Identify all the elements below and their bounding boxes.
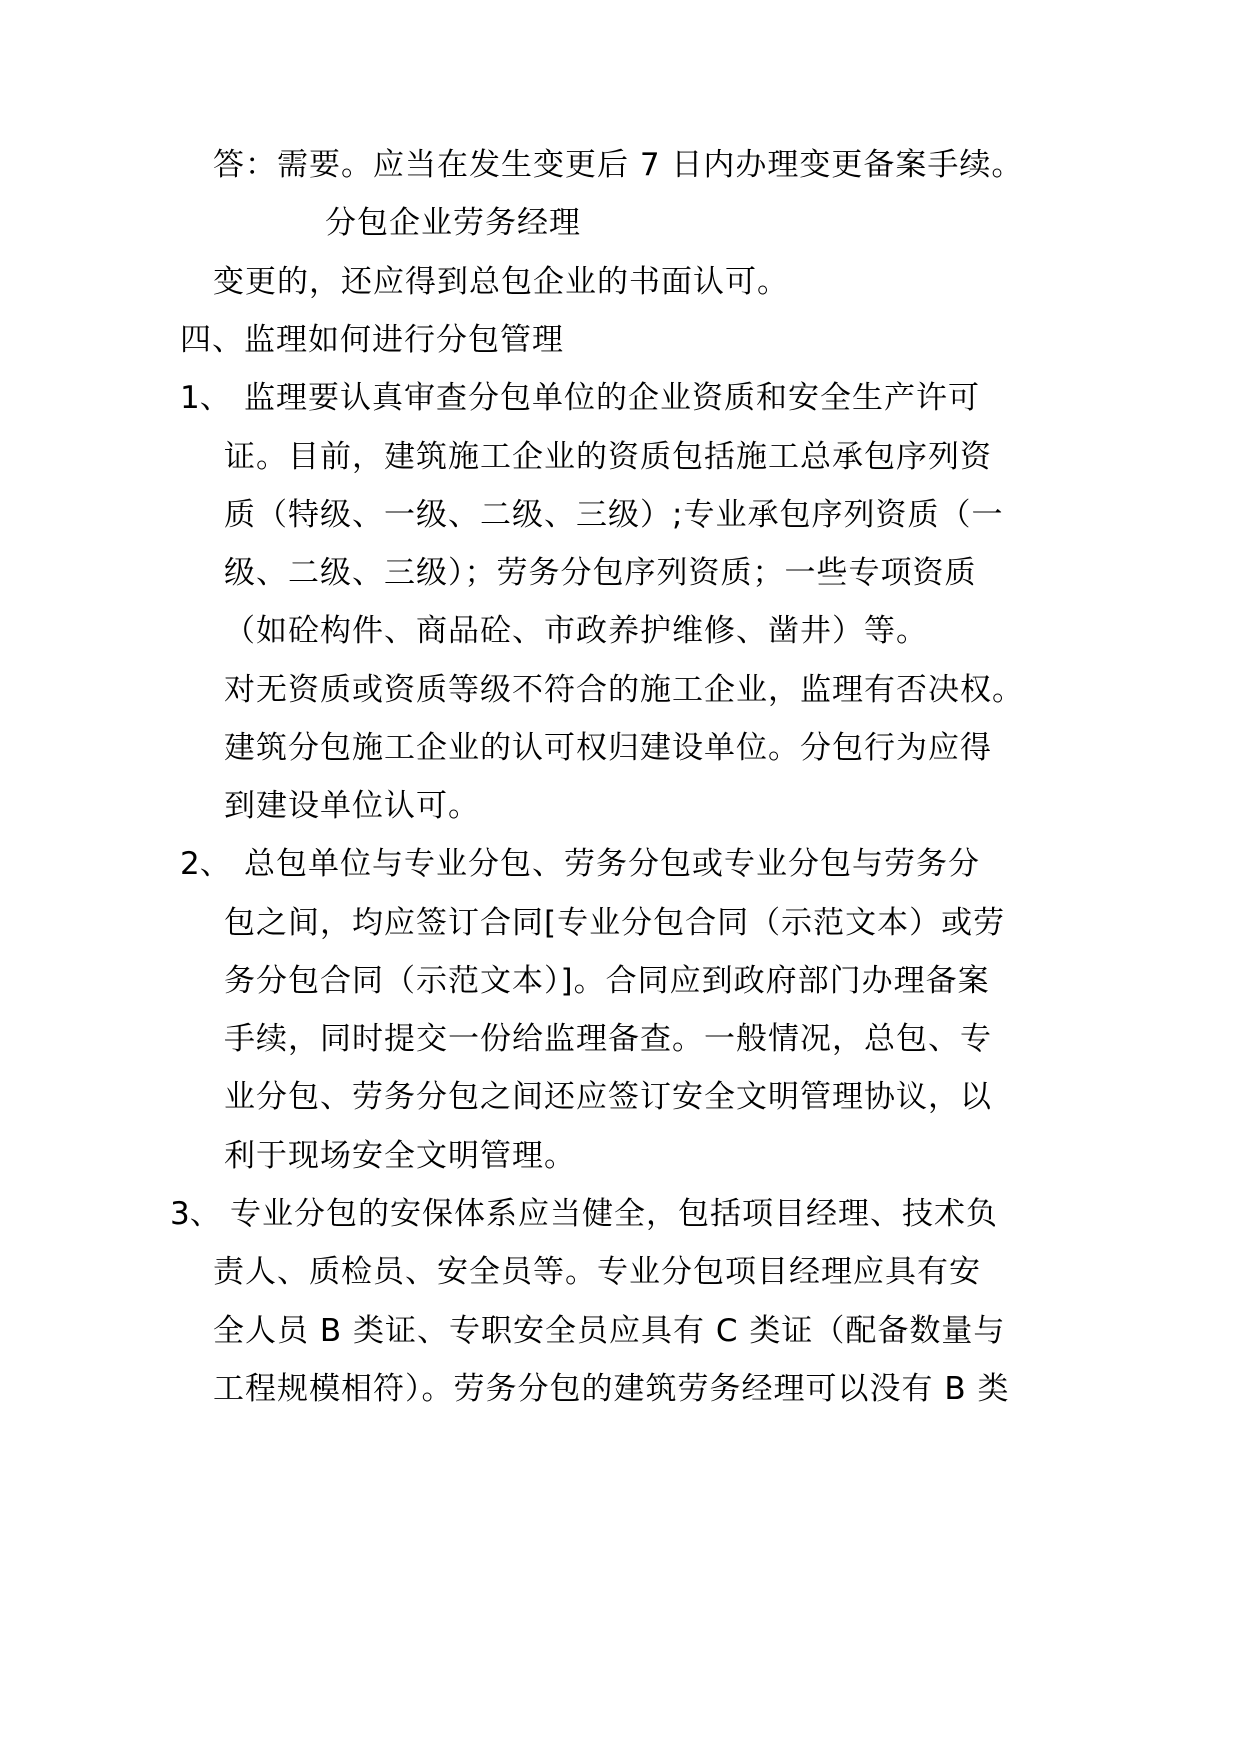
item-2-line-5: 业分包、劳务分包之间还应签订安全文明管理协议，以 bbox=[224, 1079, 992, 1115]
item-number: 2、 bbox=[180, 846, 231, 882]
item-1-line-7: 建筑分包施工企业的认可权归建设单位。分包行为应得 bbox=[224, 730, 992, 766]
item-1-line-2: 证。目前，建筑施工企业的资质包括施工总承包序列资 bbox=[224, 439, 992, 475]
item-number: 3、 bbox=[170, 1196, 221, 1232]
answer-subline: 分包企业劳务经理 bbox=[325, 205, 581, 241]
item-2-line-6: 利于现场安全文明管理。 bbox=[224, 1138, 576, 1174]
item-2-line-1: 总包单位与专业分包、劳务分包或专业分包与劳务分 bbox=[244, 846, 980, 882]
item-1-line-5: （如砼构件、商品砼、市政养护维修、凿井）等。 bbox=[224, 613, 928, 649]
section-heading: 四、监理如何进行分包管理 bbox=[180, 322, 564, 358]
item-2-line-3: 务分包合同（示范文本）]。合同应到政府部门办理备案 bbox=[224, 963, 990, 999]
answer-line: 答：需要。应当在发生变更后 7 日内办理变更备案手续。 bbox=[213, 147, 1024, 183]
item-3-line-4: 工程规模相符）。劳务分包的建筑劳务经理可以没有 B 类 bbox=[213, 1371, 1010, 1407]
item-1-line-6: 对无资质或资质等级不符合的施工企业，监理有否决权。 bbox=[224, 672, 1024, 708]
item-3-line-3: 全人员 B 类证、专职安全员应具有 C 类证（配备数量与 bbox=[213, 1313, 1006, 1349]
item-1-line-3: 质（特级、一级、二级、三级）;专业承包序列资质（一 bbox=[224, 497, 1004, 533]
item-1-line-8: 到建设单位认可。 bbox=[224, 788, 480, 824]
item-3-line-1: 专业分包的安保体系应当健全，包括项目经理、技术负 bbox=[230, 1196, 998, 1232]
item-2-line-4: 手续，同时提交一份给监理备查。一般情况，总包、专 bbox=[224, 1021, 992, 1057]
item-3-line-2: 责人、质检员、安全员等。专业分包项目经理应具有安 bbox=[213, 1254, 981, 1290]
answer-continuation: 变更的，还应得到总包企业的书面认可。 bbox=[213, 264, 789, 300]
item-1-line-4: 级、二级、三级）；劳务分包序列资质；一些专项资质 bbox=[224, 555, 977, 591]
item-2-line-2: 包之间，均应签订合同[专业分包合同（示范文本）或劳 bbox=[224, 905, 1006, 941]
item-number: 1、 bbox=[180, 380, 231, 416]
item-1-line-1: 监理要认真审查分包单位的企业资质和安全生产许可 bbox=[244, 380, 980, 416]
